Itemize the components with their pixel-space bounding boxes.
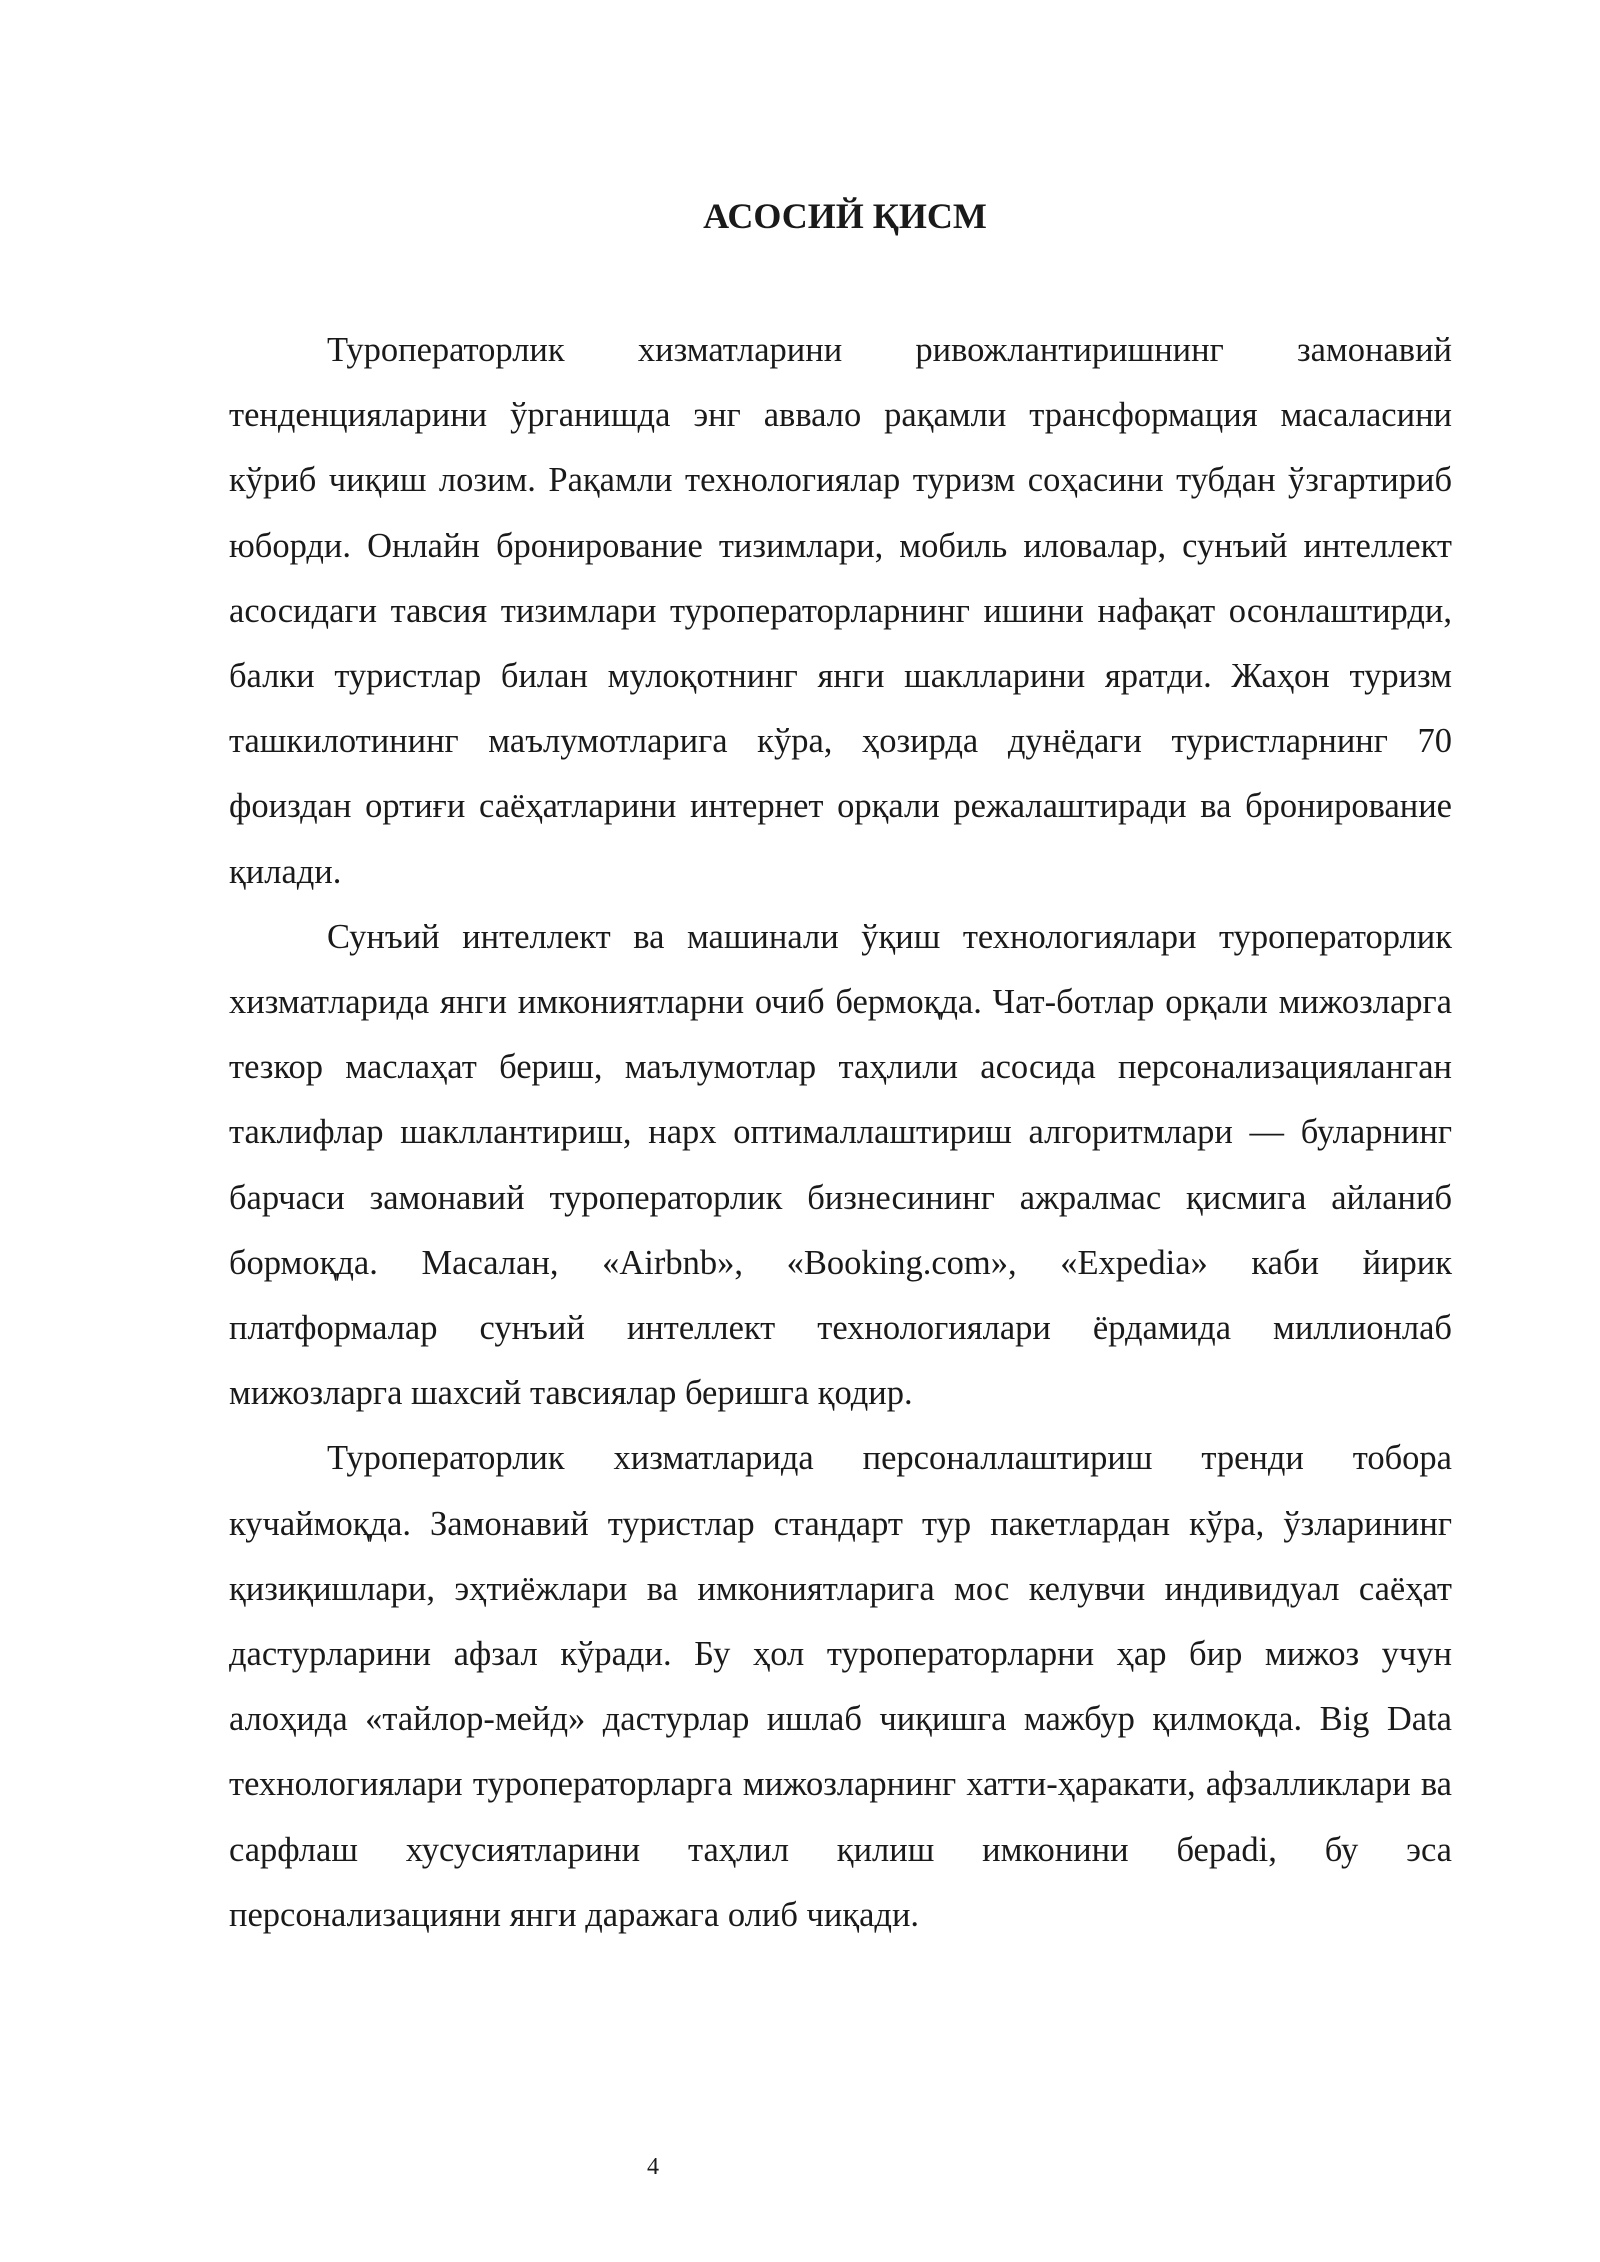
body-text — [229, 318, 1452, 1948]
paragraph-2: Сунъий интеллект ва машинали ўқиш технологиялари туроператорлик хизматларида янги имкониятларни очиб бермоқда. Чат-ботлар орқали мижозларга тезкор маслаҳат бериш, маълумотлар таҳлили асосида персонализацияланган таклифлар шакллантириш, нарх оптималлаштириш алгоритмлари — буларнинг барчаси замонавий туроператорлик бизнесининг ажралмас қисмига айланиб бормоқда. Масалан, «Airbnb», «Booking.com», «Expedia» каби йирик платформалар сунъий интеллект технологиялари ёрдамида миллионлаб мижозларга шахсий тавсиялар беришга қодир. — [229, 917, 1452, 1413]
page-number: 4 — [647, 2154, 659, 2180]
paragraph-1: Туроператорлик хизматларини ривожлантиришнинг замонавий тенденцияларини ўрганишда энг аввало рақамли трансформация масаласини кўриб чиқиш лозим. Рақамли технологиялар туризм соҳасини тубдан ўзгартириб юборди. Онлайн бронирование тизимлари, мобиль иловалар, сунъий интеллект асосидаги тавсия тизимлари туроператорларнинг ишини нафақат осонлаштирди, балки туристлар билан мулоқотнинг янги шаклларини яратди. Жаҳон туризм ташкилотининг маълумотларига кўра, ҳозирда дунёдаги туристларнинг 70 фоиздан ортиғи саёҳатларини интернет орқали режалаштиради ва бронирование қилади. — [229, 331, 1452, 891]
paragraph-3: Туроператорлик хизматларида персоналлаштириш тренди тобора кучаймоқда. Замонавий туристлар стандарт тур пакетлардан кўра, ўзларининг қизиқишлари, эҳтиёжлари ва имкониятларига мос келувчи индивидуал саёҳат дастурларини афзал кўради. Бу ҳол туроператорларни ҳар бир мижоз учун алоҳида «тайлор-мейд» дастурлар ишлаб чиқишга мажбур қилмоқда. Big Data технологиялари туроператорларга мижозларнинг хатти-ҳаракати, афзалликлари ва сарфлаш хусусиятларини таҳлил қилиш имконини берadi, бу эса персонализацияни янги даражага олиб чиқади. — [229, 1439, 1452, 1934]
section-heading: АСОСИЙ ҚИСМ — [703, 196, 987, 236]
